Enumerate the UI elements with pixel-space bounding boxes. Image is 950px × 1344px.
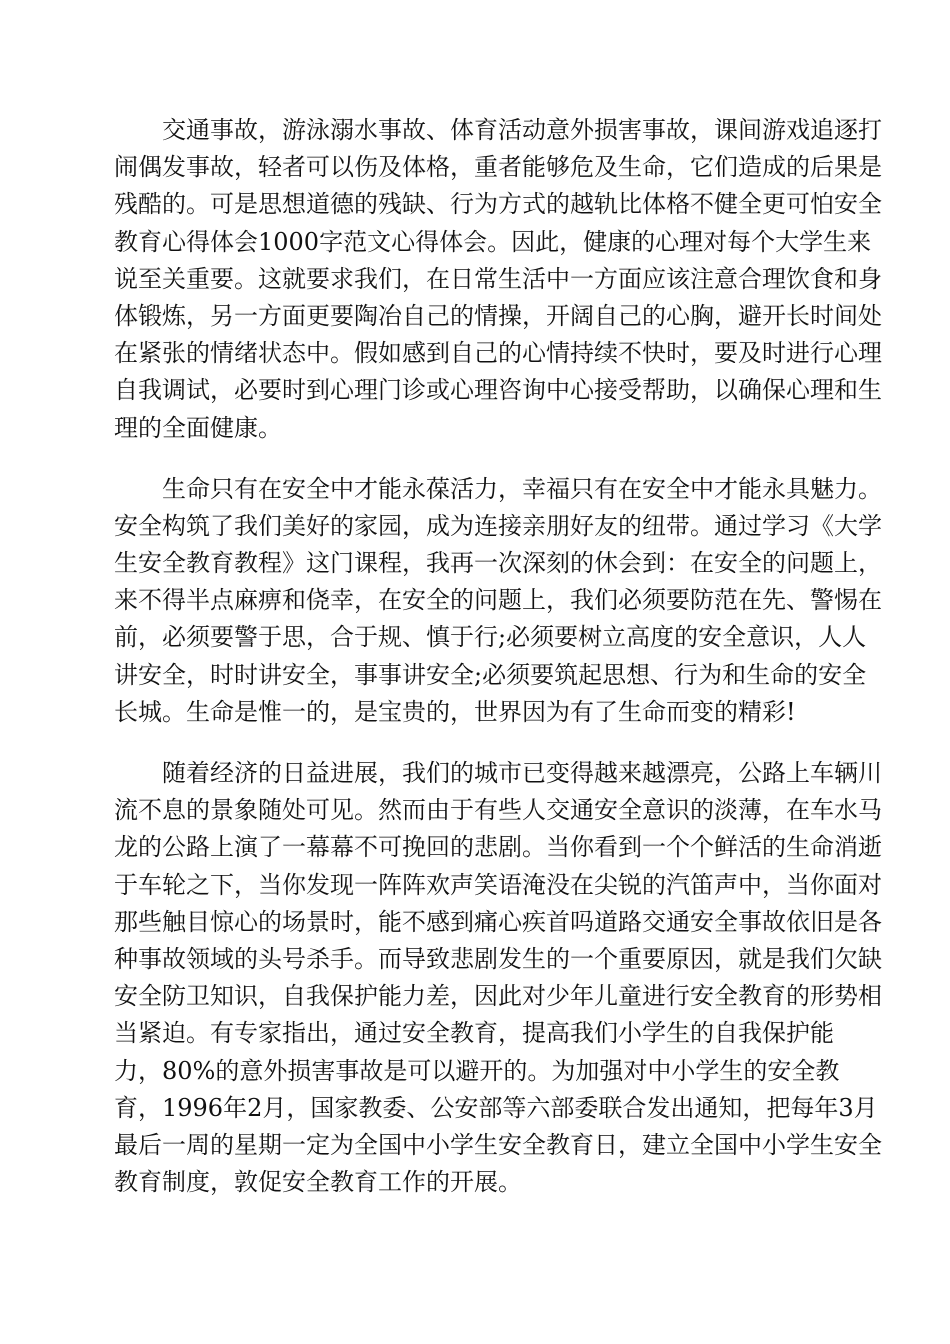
paragraph-line: 教育心得体会1000字范文心得体会。因此，健康的心理对每个大学生来	[114, 227, 872, 256]
paragraph-line: 残酷的。可是思想道德的残缺、行为方式的越轨比体格不健全更可怕安全	[114, 190, 882, 219]
paragraph-line: 于车轮之下，当你发现一阵阵欢声笑语淹没在尖锐的汽笛声中，当你面对	[114, 870, 882, 899]
paragraph-line: 流不息的景象随处可见。然而由于有些人交通安全意识的淡薄，在车水马	[114, 796, 882, 825]
paragraph-line: 来不得半点麻痹和侥幸，在安全的问题上，我们必须要防范在先、警惕在	[114, 586, 882, 615]
paragraph-line: 闹偶发事故，轻者可以伤及体格，重者能够危及生命，它们造成的后果是	[114, 153, 882, 182]
paragraph-line: 交通事故，游泳溺水事故、体育活动意外损害事故，课间游戏追逐打	[162, 116, 882, 144]
document-body	[114, 112, 882, 1225]
paragraph-line: 龙的公路上演了一幕幕不可挽回的悲剧。当你看到一个个鲜活的生命消逝	[114, 833, 882, 862]
paragraph-line: 自我调试，必要时到心理门诊或心理咨询中心接受帮助，以确保心理和生	[114, 376, 882, 405]
paragraph-line: 讲安全，时时讲安全，事事讲安全;必须要筑起思想、行为和生命的安全	[114, 660, 867, 689]
paragraph-line: 种事故领域的头号杀手。而导致悲剧发生的一个重要原因，就是我们欠缺	[114, 944, 882, 973]
paragraph-line: 说至关重要。这就要求我们，在日常生活中一方面应该注意合理饮食和身	[114, 264, 882, 293]
paragraph-line: 那些触目惊心的场景时，能不感到痛心疾首吗道路交通安全事故依旧是各	[114, 907, 882, 936]
paragraph-line: 体锻炼，另一方面更要陶冶自己的情操，开阔自己的心胸，避开长时间处	[114, 301, 882, 330]
paragraph-line: 最后一周的星期一定为全国中小学生安全教育日，建立全国中小学生安全	[114, 1130, 882, 1159]
paragraph-line: 当紧迫。有专家指出，通过安全教育，提高我们小学生的自我保护能	[114, 1019, 834, 1048]
paragraph-line: 教育制度，敦促安全教育工作的开展。	[114, 1168, 522, 1197]
paragraph-line: 随着经济的日益进展，我们的城市已变得越来越漂亮，公路上车辆川	[162, 759, 882, 787]
paragraph-line: 生安全教育教程》这门课程，我再一次深刻的休会到：在安全的问题上，	[114, 549, 882, 578]
paragraph-line: 安全防卫知识，自我保护能力差，因此对少年儿童进行安全教育的形势相	[114, 982, 882, 1011]
paragraph-line: 在紧张的情绪状态中。假如感到自己的心情持续不快时，要及时进行心理	[114, 339, 882, 368]
paragraph-2	[114, 471, 882, 731]
paragraph-3	[114, 755, 882, 1201]
paragraph-line: 生命只有在安全中才能永葆活力，幸福只有在安全中才能永具魅力。	[162, 474, 882, 503]
paragraph-1	[114, 112, 882, 447]
paragraph-line: 育，1996年2月，国家教委、公安部等六部委联合发出通知，把每年3月	[114, 1093, 878, 1122]
paragraph-line: 力，80%的意外损害事故是可以避开的。为加强对中小学生的安全教	[114, 1056, 840, 1085]
paragraph-line: 前，必须要警于思，合于规、慎于行;必须要树立高度的安全意识，人人	[114, 623, 867, 652]
paragraph-line: 理的全面健康。	[114, 413, 282, 442]
paragraph-line: 安全构筑了我们美好的家园，成为连接亲朋好友的纽带。通过学习《大学	[114, 511, 882, 540]
paragraph-line: 长城。生命是惟一的，是宝贵的，世界因为有了生命而变的精彩!	[114, 697, 796, 726]
